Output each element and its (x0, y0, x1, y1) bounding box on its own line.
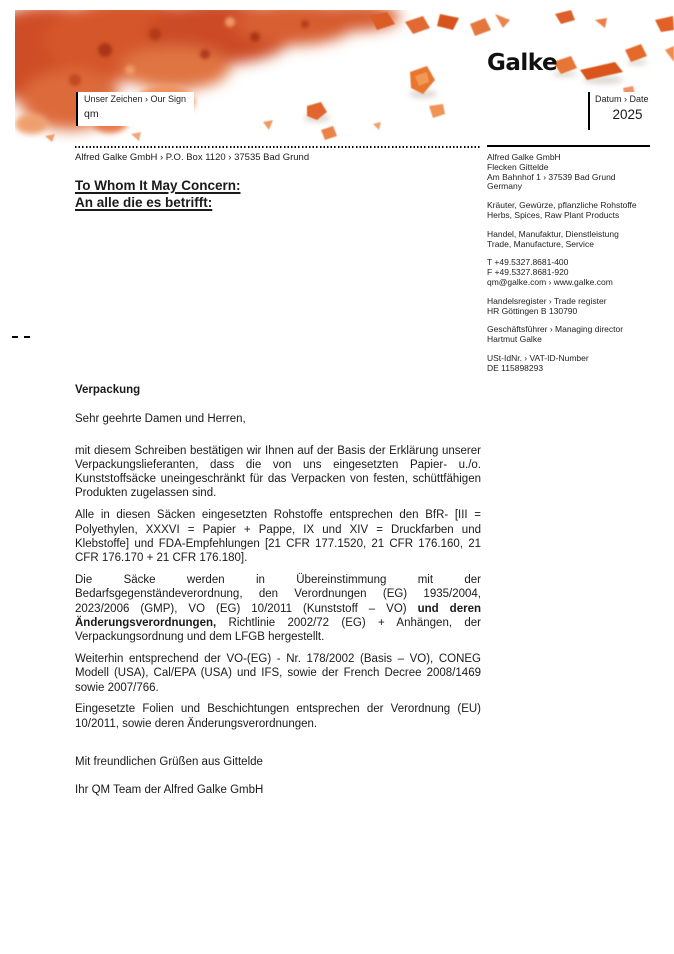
recipient-block (75, 178, 241, 211)
sidebar-email-web-line: qm@galke.com › www.galke.com (487, 276, 613, 287)
sidebar-contact-group (487, 258, 650, 287)
sidebar-address-group (487, 153, 650, 192)
galke-logo: Galke (487, 50, 558, 76)
sidebar-services-group (487, 230, 650, 250)
paragraph-regulations-pre: Die Säcke werden in Übereinstimmung mit der Bedarfsgegenständeverordnung, den Verordnungen (EG) 1935/2004, 2023/2006 (GMP), VO (EG) 10/2011 (Kunststoff – VO) (75, 573, 481, 615)
sender-zone (75, 146, 481, 163)
reference-block (76, 92, 194, 126)
sidebar-line: Handel, Manufaktur, Dienstleistung (487, 228, 619, 239)
sidebar-line: DE 115898293 (487, 362, 544, 373)
subject-line: Verpackung (75, 384, 141, 396)
date-value: 2025 (612, 107, 643, 122)
letter-body (75, 383, 481, 798)
sidebar-line: Alfred Galke GmbH (487, 152, 561, 162)
fold-mark (12, 336, 30, 338)
sidebar-line: Germany (487, 181, 522, 192)
sidebar-line: Handelsregister › Trade register (487, 295, 607, 306)
sender-separator-rule (75, 146, 481, 148)
closing-line: Mit freundlichen Grüßen aus Gittelde (75, 755, 263, 768)
date-block (588, 92, 660, 130)
sidebar-line: Flecken Gittelde (487, 161, 549, 172)
paragraph-packaging-confirmation: mit diesem Schreiben bestätigen wir Ihnen auf der Basis der Erklärung unserer Verpackungslieferanten, dass die von uns eingesetzten Papier- u./o. Kunststoffsäcke uneingeschränkt für das Verpacken von festen, schüttfähigen Produkten zugelassen sind. (75, 444, 481, 500)
reference-value: qm (84, 108, 99, 120)
sidebar-products-group (487, 201, 650, 221)
sidebar-phone-line: T +49.5327.8681-400 (487, 257, 569, 268)
sidebar-line: Trade, Manufacture, Service (487, 238, 594, 249)
sidebar-vat-group (487, 354, 650, 374)
sidebar-line: USt-IdNr. › VAT-ID-Number (487, 352, 589, 363)
date-label: Datum › Date (595, 94, 649, 104)
sidebar-line: Kräuter, Gewürze, pflanzliche Rohstoffe (487, 200, 637, 211)
paragraph-regulations (75, 573, 481, 644)
recipient-line-de: An alle die es betrifft: (75, 194, 213, 210)
sender-address-line: Alfred Galke GmbH › P.O. Box 1120 › 37535 Bad Grund (75, 152, 310, 163)
paragraph-foils-coatings: Eingesetzte Folien und Beschichtungen entsprechen der Verordnung (EU) 10/2011, sowie deren Änderungsverordnungen. (75, 703, 481, 730)
paragraph-regulations-bold: und deren Änderungsverordnungen, (75, 602, 481, 629)
signature-line: Ihr QM Team der Alfred Galke GmbH (75, 784, 264, 797)
sidebar-line: Geschäftsführer › Managing director (487, 324, 624, 335)
sidebar-line: Herbs, Spices, Raw Plant Products (487, 209, 620, 220)
sidebar-managing-director-group (487, 325, 650, 345)
sidebar-company-info (487, 145, 650, 383)
sidebar-line: Am Bahnhof 1 › 37539 Bad Grund (487, 171, 616, 182)
salutation-line: Sehr geehrte Damen und Herren, (75, 413, 246, 426)
reference-label: Unser Zeichen › Our Sign (84, 94, 187, 104)
sidebar-fax-line: F +49.5327.8681-920 (487, 267, 569, 278)
sidebar-line: HR Göttingen B 130790 (487, 305, 578, 316)
paragraph-raw-materials: Alle in diesen Säcken eingesetzten Rohstoffe entsprechen den BfR- [III = Polyethylen, XXXVI = Papier + Pappe, IX und XIV = Druckfarben und Klebstoffe] und FDA-Empfehlungen [21 CFR 177.1520, 21 CFR 176.160, 21 CFR 176.170 + 21 CFR 176.180]. (75, 509, 481, 565)
paragraph-further-regulations: Weiterhin entsprechend der VO-(EG) - Nr. 178/2002 (Basis – VO), CONEG Modell (USA), Cal/EPA (USA) und IFS, sowie der French Decree 2008/1469 sowie 2007/766. (75, 652, 481, 694)
sidebar-line: Hartmut Galke (487, 334, 542, 345)
sidebar-trade-register-group (487, 297, 650, 317)
paragraph-regulations-post: Richtlinie 2002/72 (EG) + Anhängen, der Verpackungsordnung und dem LFGB hergestellt. (75, 616, 481, 644)
recipient-line-en: To Whom It May Concern: (75, 178, 241, 193)
